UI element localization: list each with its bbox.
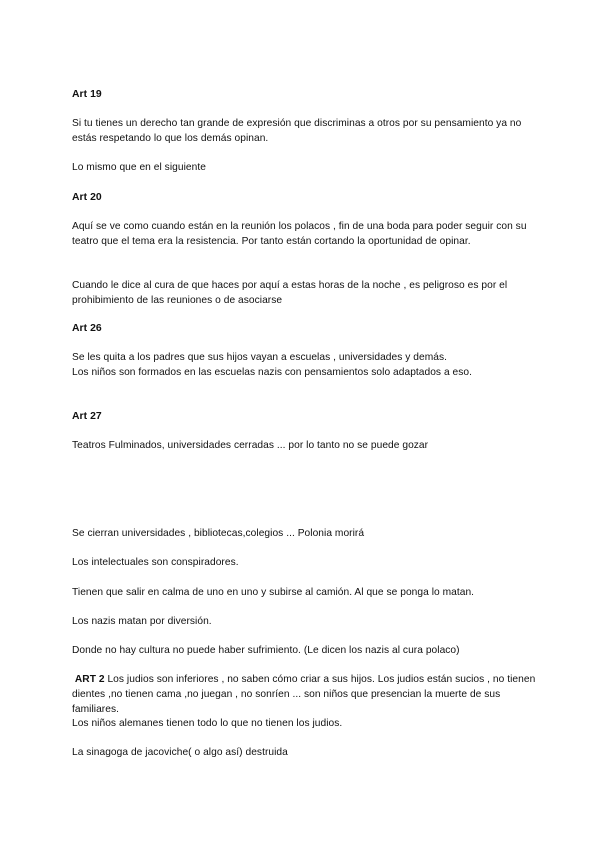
paragraph-art-26-ninos: Los niños son formados en las escuelas nazis con pensamientos solo adaptados a eso. <box>72 367 473 378</box>
art-2-label: ART 2 <box>74 674 105 685</box>
heading-art-26: Art 26 <box>72 323 102 334</box>
heading-art-27: Art 27 <box>72 411 102 422</box>
heading-art-20: Art 20 <box>72 192 102 203</box>
heading-art-19: Art 19 <box>72 89 102 100</box>
paragraph-art-27: Teatros Fulminados, universidades cerradas ... por lo tanto no se puede gozar <box>72 440 429 451</box>
paragraph-camion: Tienen que salir en calma de uno en uno y subirse al camión. Al que se ponga lo matan. <box>72 587 475 598</box>
paragraph-universidades: Se cierran universidades , bibliotecas,colegios ... Polonia morirá <box>72 528 365 539</box>
paragraph-art-20-reunion: Aquí se ve como cuando están en la reunión los polacos , fin de una boda para poder seguir con su teatro que el tema era la resistencia. Por tanto están cortando la oportunidad de opinar. <box>72 221 527 247</box>
paragraph-ninos-alemanes: Los niños alemanes tienen todo lo que no tienen los judios. <box>72 718 343 729</box>
paragraph-same-as-next: Lo mismo que en el siguiente <box>72 162 206 173</box>
paragraph-art-26-padres: Se les quita a los padres que sus hijos vayan a escuelas , universidades y demás. <box>72 352 447 363</box>
paragraph-sinagoga: La sinagoga de jacoviche( o algo así) destruida <box>72 747 288 758</box>
paragraph-art-20-cura: Cuando le dice al cura de que haces por aquí a estas horas de la noche , es peligroso es por el prohibimiento de las reuniones o de asociarse <box>72 280 508 306</box>
paragraph-cultura: Donde no hay cultura no puede haber sufrimiento. (Le dicen los nazis al cura polaco) <box>72 645 460 656</box>
paragraph-art-2 <box>72 672 542 717</box>
paragraph-art-19: Si tu tienes un derecho tan grande de expresión que discriminas a otros por su pensamiento ya no estás respetando lo que los demás opinan. <box>72 118 522 144</box>
paragraph-diversion: Los nazis matan por diversión. <box>72 616 212 627</box>
art-2-text: Los judios son inferiores , no saben cómo criar a sus hijos. Los judios están sucios , no tienen dientes ,no tienen cama ,no juegan , no sonríen ... son niños que presencian la muerte de sus familiares. <box>72 674 536 715</box>
paragraph-intelectuales: Los intelectuales son conspiradores. <box>72 557 239 568</box>
